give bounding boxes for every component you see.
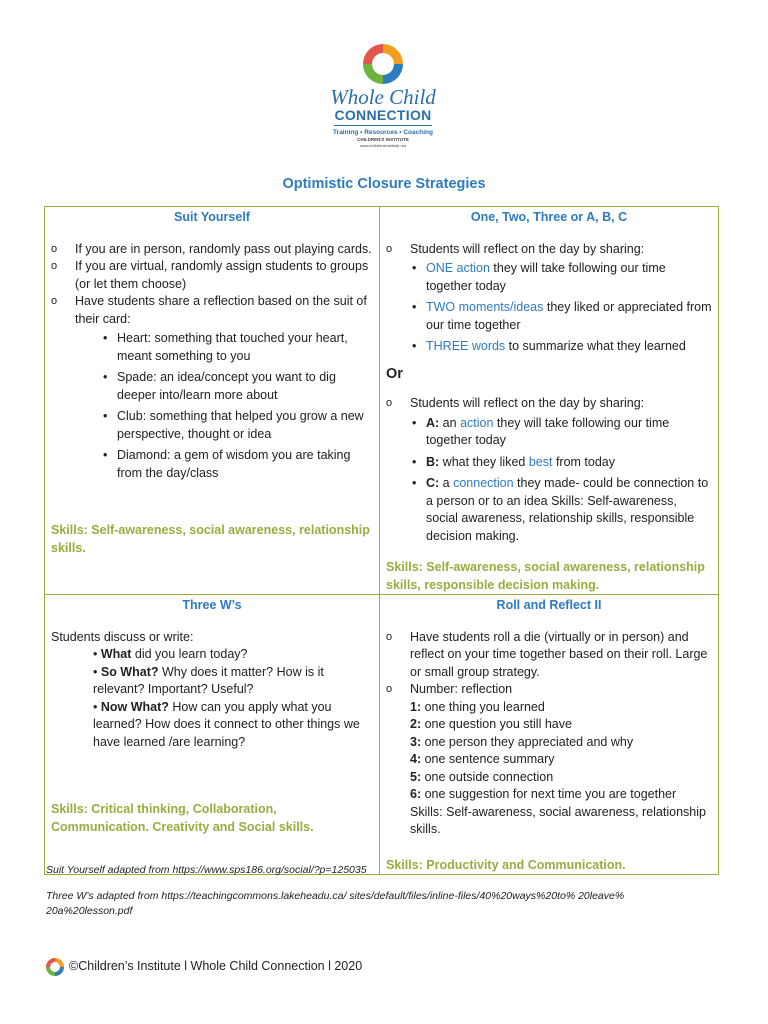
logo	[328, 44, 438, 148]
cell-suit-yourself	[45, 207, 380, 595]
onetwo-intro1: o Students will reflect on the day by sharing:	[386, 241, 712, 259]
roll-skills: Skills: Productivity and Communication.	[386, 857, 626, 872]
onetwo-bullet-one: • ONE action they will take following our time together today	[404, 260, 712, 295]
threew-what: • What did you learn today?	[93, 647, 248, 661]
onetwo-intro2: o Students will reflect on the day by sharing:	[386, 395, 712, 413]
suit-club: • Club: something that helped you grow a new perspective, thought or idea	[95, 408, 373, 443]
roll-item: o Number: reflection	[386, 681, 712, 699]
suit-heading: Suit Yourself	[174, 210, 250, 224]
roll-item: o Have students roll a die (virtually or in person) and reflect on your time together based on their roll. Large or small group strategy.	[386, 629, 712, 682]
suit-spade: • Spade: an idea/concept you want to dig deeper into/learn more about	[95, 369, 373, 404]
suit-diamond: • Diamond: a gem of wisdom you are taking from the day/class	[95, 447, 373, 482]
roll-number: 3: one person they appreciated and why	[410, 734, 634, 749]
logo-divider	[334, 125, 432, 126]
abc-item-c: • C: a connection they made- could be connection to a person or to an idea Skills: Self-awareness, social awareness, relationship skills, responsible decision making.	[404, 475, 712, 545]
logo-ring-icon	[363, 44, 403, 84]
suit-item: o If you are virtual, randomly assign students to groups (or let them choose)	[51, 258, 373, 293]
logo-org: CHILDREN'S INSTITUTE	[357, 137, 409, 142]
ring-logo-icon	[46, 958, 64, 976]
threew-intro: Students discuss or write:	[51, 629, 194, 644]
threew-skills: Skills: Critical thinking, Collaboration, Communication. Creativity and Social skills.	[51, 802, 314, 834]
footer-text: ©Children’s Institute l Whole Child Connection l 2020	[69, 959, 363, 974]
suit-heart: • Heart: something that touched your heart, meant something to you	[95, 330, 373, 365]
logo-line2: CONNECTION	[334, 107, 432, 123]
roll-number: 5: one outside connection	[410, 769, 554, 784]
threew-so-what: • So What? Why does it matter? How is it relevant? Important? Useful?	[93, 664, 324, 696]
footer	[46, 958, 362, 976]
credit-threew: Three W’s adapted from https://teachingcommons.lakeheadu.ca/ sites/default/files/inline-files/40%20ways%20to% 20leave% 20a%20lesson.pdf	[46, 890, 625, 917]
or-label: Or	[386, 365, 403, 382]
roll-number: 1: one thing you learned	[410, 699, 545, 714]
abc-item-b: • B: what they liked best from today	[404, 454, 712, 472]
threew-heading: Three W’s	[182, 598, 242, 612]
credit-suit: Suit Yourself adapted from https://www.sps186.org/social/?p=125035	[46, 864, 367, 876]
abc-item-a: • A: an action they will take following our time together today	[404, 415, 712, 450]
roll-number: 4: one sentence summary	[410, 752, 555, 766]
onetwo-bullet-three: • THREE words to summarize what they learned	[404, 338, 712, 356]
roll-after: Skills: Self-awareness, social awareness, relationship skills.	[410, 804, 706, 836]
onetwo-heading: One, Two, Three or A, B, C	[470, 210, 628, 224]
logo-tagline: Training • Resources • Coaching	[333, 129, 433, 136]
suit-item: o Have students share a reflection based on the suit of their card:	[51, 293, 373, 328]
logo-line1: Whole Child	[330, 85, 436, 109]
threew-now-what: • Now What? How can you apply what you learned? How does it connect to other things we have learned /are learning?	[93, 699, 360, 749]
cell-roll-reflect	[380, 595, 719, 875]
onetwo-skills: Skills: Self-awareness, social awareness, relationship skills, responsible decision making.	[386, 560, 705, 592]
logo-url: www.childrensinstitute.net	[359, 143, 407, 148]
page-title: Optimistic Closure Strategies	[282, 176, 486, 192]
cell-three-ws	[45, 595, 380, 875]
onetwo-bullet-two: • TWO moments/ideas they liked or appreciated from our time together	[404, 299, 712, 334]
suit-item: o If you are in person, randomly pass out playing cards.	[51, 241, 373, 259]
strategies-table	[44, 206, 719, 875]
roll-heading: Roll and Reflect II	[496, 598, 602, 612]
roll-number: 6: one suggestion for next time you are together	[410, 787, 677, 801]
roll-number: 2: one question you still have	[410, 717, 572, 731]
cell-one-two-three	[380, 207, 719, 595]
suit-skills: Skills: Self-awareness, social awareness, relationship skills.	[51, 523, 370, 555]
